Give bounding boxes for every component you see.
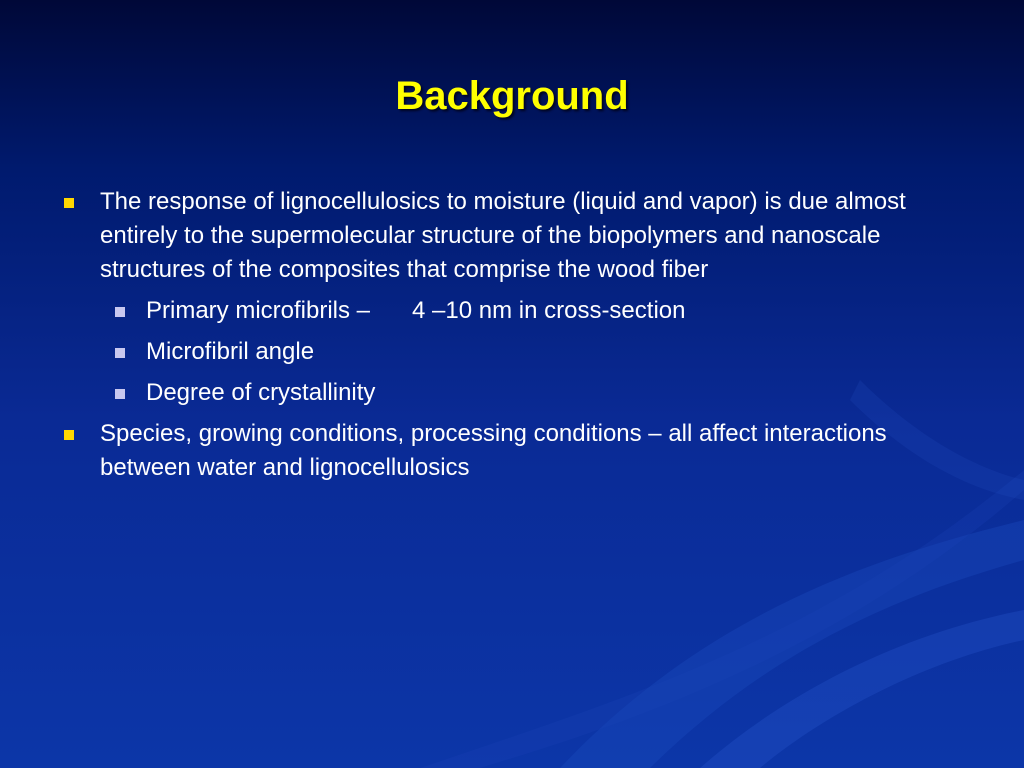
square-bullet-icon <box>115 389 125 399</box>
sub-bullet-item <box>60 335 940 369</box>
bullet-text: The response of lignocellulosics to moisture (liquid and vapor) is due almost entirely to the supermolecular structure of the biopolymers and nanoscale structures of the composites that comprise the wood fiber <box>100 188 906 283</box>
square-bullet-icon <box>64 198 74 208</box>
slide-body <box>60 185 940 485</box>
sub-bullet-label: Microfibril angle <box>146 338 315 365</box>
square-bullet-icon <box>64 430 74 440</box>
bullet-text: Species, growing conditions, processing conditions – all affect interactions between water and lignocellulosics <box>100 420 887 481</box>
square-bullet-icon <box>115 307 125 317</box>
slide-title: Background <box>395 74 629 118</box>
square-bullet-icon <box>115 348 125 358</box>
sub-bullet-label: Degree of crystallinity <box>146 379 376 406</box>
sub-bullet-detail: 4 –10 nm in cross-section <box>412 297 686 324</box>
sub-bullet-item <box>60 376 940 410</box>
sub-bullet-list <box>60 294 940 410</box>
bullet-item <box>60 185 940 287</box>
bullet-item <box>60 417 940 485</box>
sub-bullet-label: Primary microfibrils – <box>146 297 371 324</box>
sub-bullet-item <box>60 294 940 328</box>
